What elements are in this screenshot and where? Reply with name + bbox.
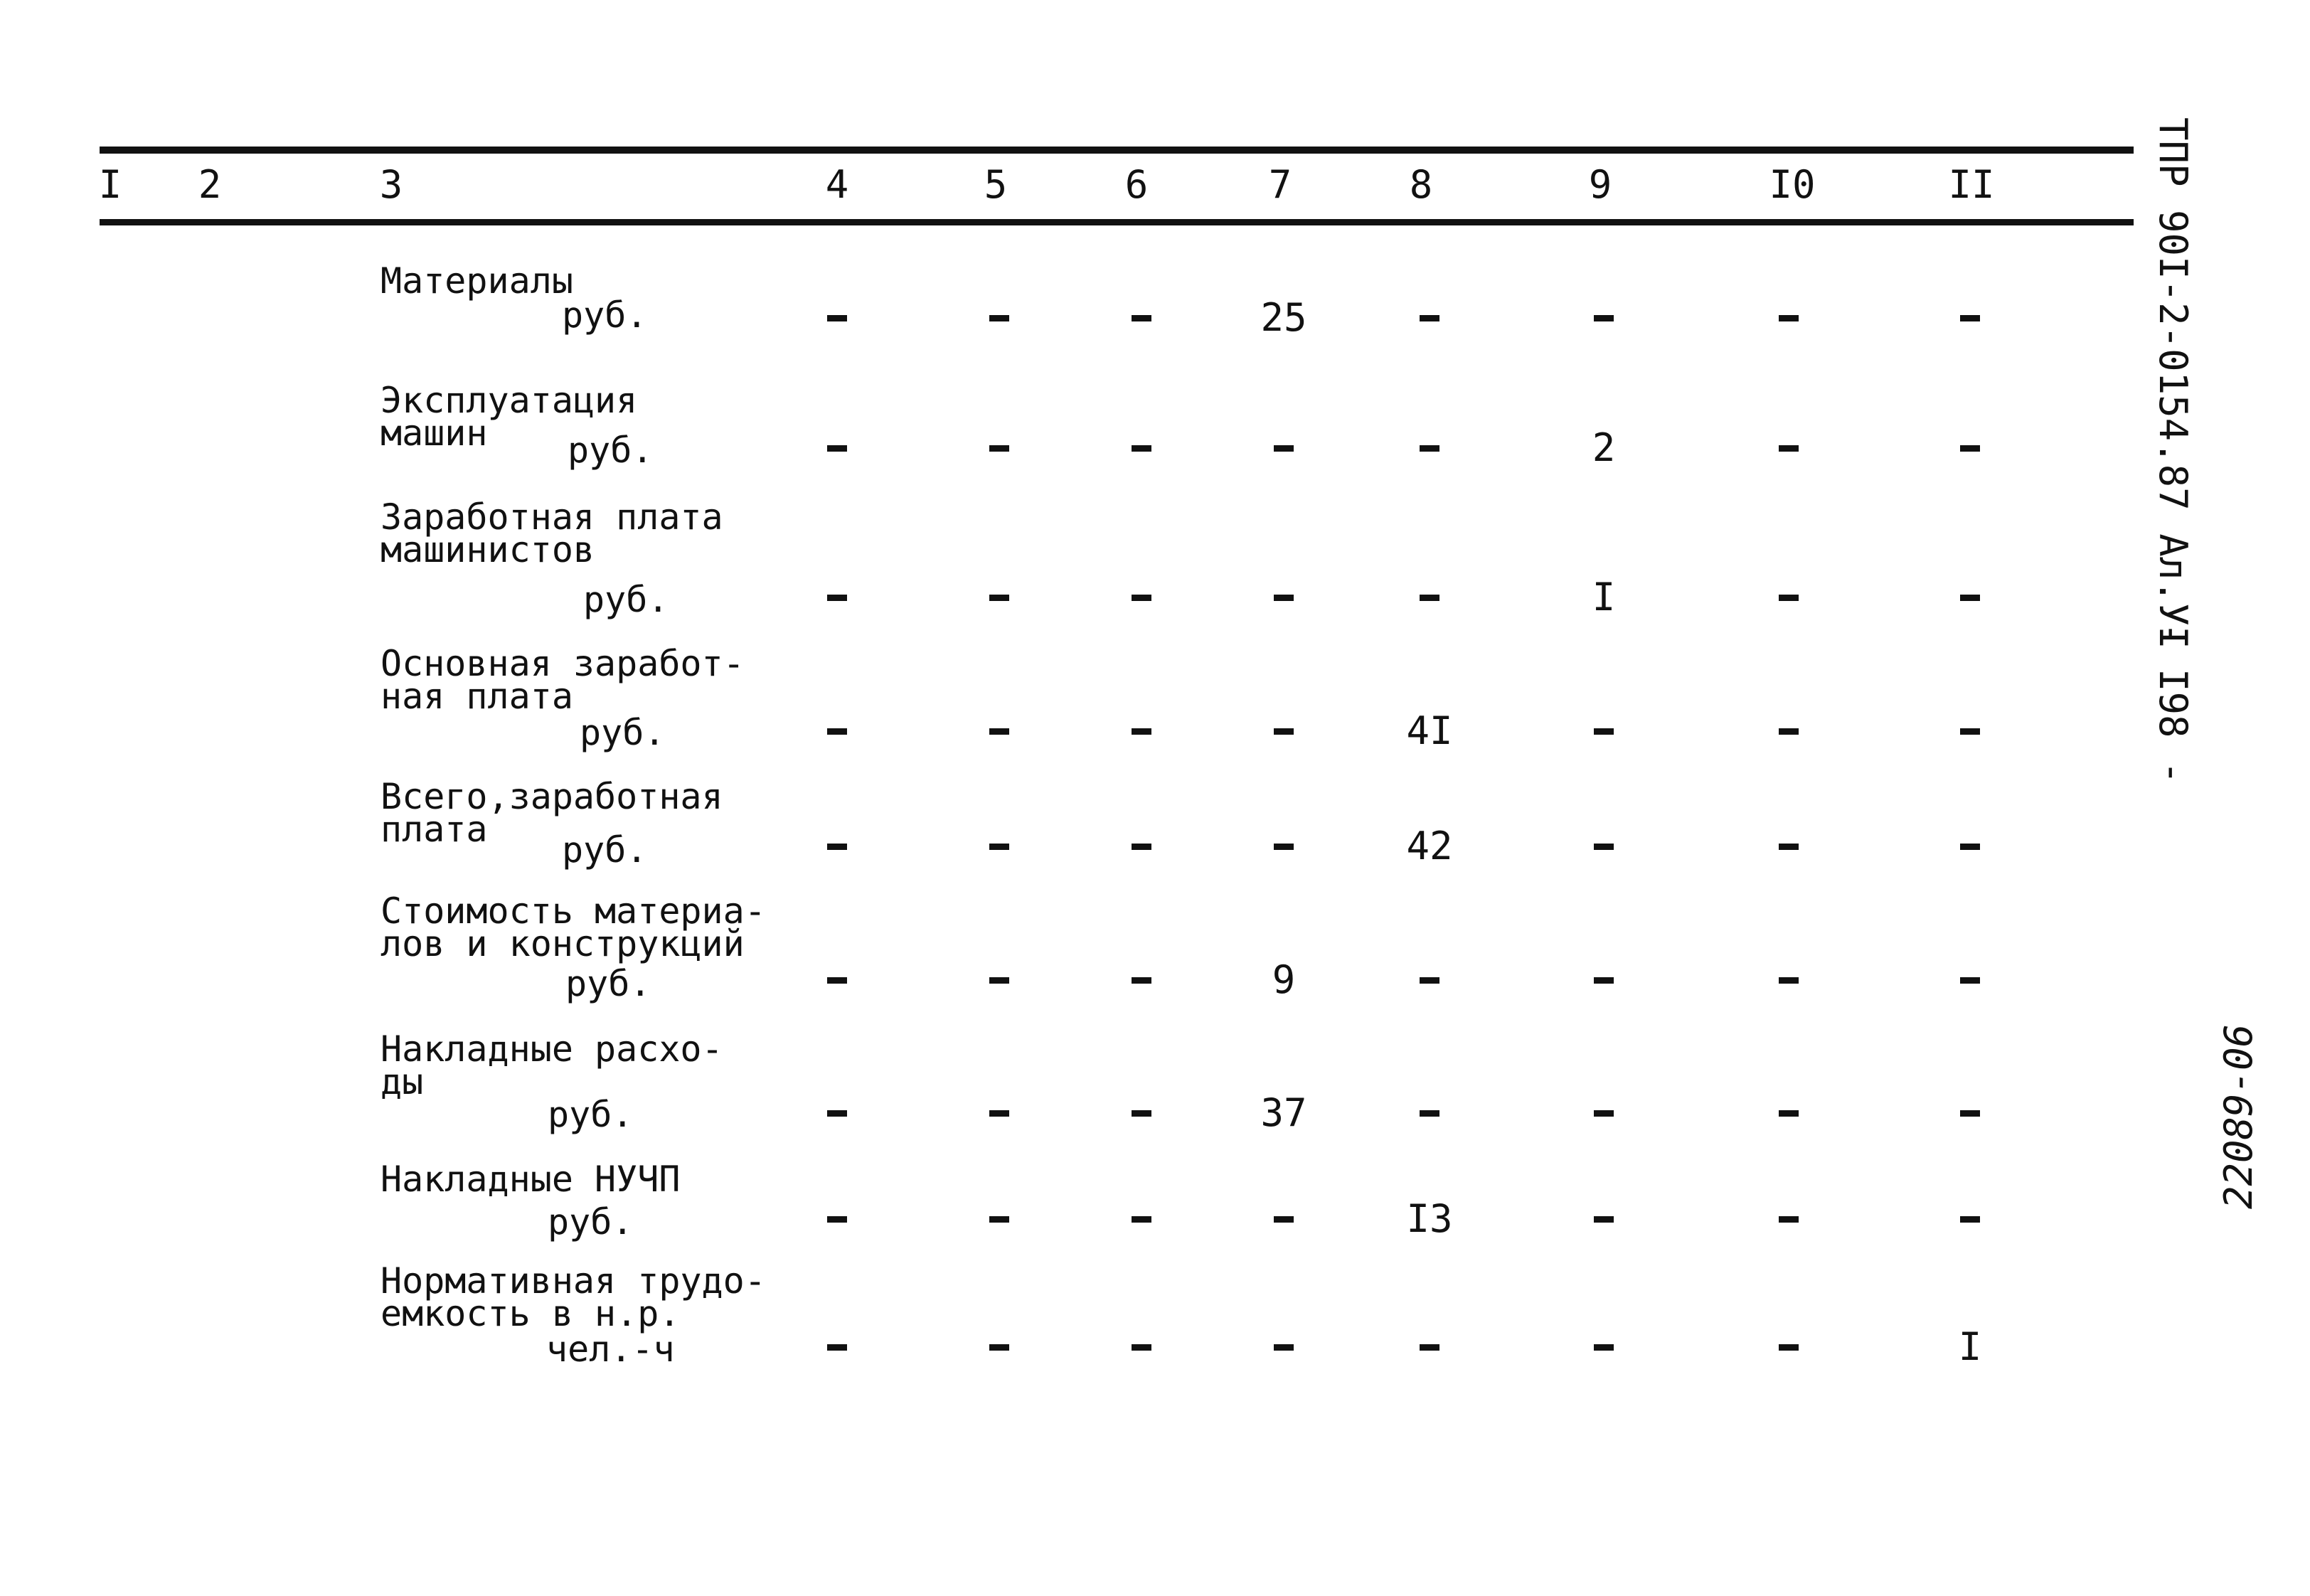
row-unit: руб.	[580, 712, 666, 753]
dash-mark	[1274, 728, 1294, 735]
dash-mark	[989, 1216, 1009, 1223]
dash-mark	[1594, 977, 1614, 984]
dash-mark	[1132, 1344, 1151, 1351]
column-number: 9	[1588, 162, 1612, 207]
dash-mark	[989, 1110, 1009, 1117]
dash-mark	[1594, 1110, 1614, 1117]
value-cell: 2	[1592, 425, 1616, 470]
row-unit: руб.	[568, 430, 654, 471]
dash-mark	[989, 977, 1009, 984]
column-number: II	[1948, 162, 1995, 207]
value-cell: 42	[1406, 824, 1453, 868]
row-label: Нормативная трудо- емкость в н.р.	[380, 1260, 766, 1334]
dash-mark	[827, 595, 847, 601]
row-label: Всего,заработная плата	[380, 776, 723, 850]
dash-mark	[1779, 445, 1799, 452]
archive-number: 22089-06	[2216, 1023, 2261, 1209]
dash-mark	[827, 1344, 847, 1351]
row-unit: руб.	[562, 294, 648, 336]
column-number: 3	[379, 162, 403, 207]
column-number: 7	[1268, 162, 1292, 207]
dash-mark	[1594, 315, 1614, 321]
dash-mark	[1420, 595, 1439, 601]
column-number: 8	[1409, 162, 1433, 207]
row-label: Материалы	[380, 260, 573, 302]
dash-mark	[1420, 315, 1439, 321]
row-unit: руб.	[565, 963, 651, 1004]
dash-mark	[1132, 315, 1151, 321]
value-cell: I	[1592, 575, 1616, 619]
dash-mark	[1779, 977, 1799, 984]
dash-mark	[1779, 844, 1799, 850]
dash-mark	[989, 844, 1009, 850]
row-label: Накладные НУЧП	[380, 1159, 681, 1200]
dash-mark	[1960, 315, 1980, 321]
row-unit: чел.-ч	[546, 1329, 675, 1370]
value-cell: 4I	[1406, 708, 1453, 753]
dash-mark	[1132, 1216, 1151, 1223]
table-header-rule	[100, 219, 2134, 225]
dash-mark	[1274, 1344, 1294, 1351]
column-number: I0	[1769, 162, 1816, 207]
value-cell: 37	[1260, 1090, 1307, 1135]
dash-mark	[1420, 1110, 1439, 1117]
dash-mark	[827, 445, 847, 452]
dash-mark	[1960, 595, 1980, 601]
value-cell: 9	[1272, 957, 1296, 1002]
dash-mark	[1779, 728, 1799, 735]
dash-mark	[1960, 1110, 1980, 1117]
row-label: Заработная плата машинистов	[380, 496, 723, 570]
value-cell: I	[1958, 1324, 1982, 1369]
dash-mark	[1274, 595, 1294, 601]
dash-mark	[1960, 728, 1980, 735]
dash-mark	[827, 1216, 847, 1223]
value-cell: 25	[1260, 295, 1307, 340]
dash-mark	[1132, 595, 1151, 601]
column-number: 5	[984, 162, 1008, 207]
column-number: 6	[1124, 162, 1149, 207]
dash-mark	[1779, 1344, 1799, 1351]
dash-mark	[827, 977, 847, 984]
dash-mark	[1420, 1344, 1439, 1351]
dash-mark	[989, 445, 1009, 452]
dash-mark	[1594, 1216, 1614, 1223]
dash-mark	[1420, 977, 1439, 984]
row-unit: руб.	[583, 579, 669, 620]
dash-mark	[1779, 595, 1799, 601]
dash-mark	[1132, 844, 1151, 850]
value-cell: I3	[1406, 1196, 1453, 1241]
dash-mark	[989, 728, 1009, 735]
page-number: - I98 -	[2151, 622, 2195, 784]
row-unit: руб.	[562, 829, 648, 871]
dash-mark	[1274, 1216, 1294, 1223]
column-number: I	[98, 162, 122, 207]
dash-mark	[1132, 977, 1151, 984]
dash-mark	[1960, 445, 1980, 452]
column-number: 2	[198, 162, 222, 207]
dash-mark	[989, 315, 1009, 321]
dash-mark	[1594, 1344, 1614, 1351]
dash-mark	[1960, 977, 1980, 984]
dash-mark	[989, 595, 1009, 601]
dash-mark	[1132, 1110, 1151, 1117]
dash-mark	[1420, 445, 1439, 452]
dash-mark	[827, 1110, 847, 1117]
dash-mark	[827, 844, 847, 850]
dash-mark	[1594, 728, 1614, 735]
dash-mark	[827, 315, 847, 321]
dash-mark	[1132, 445, 1151, 452]
dash-mark	[1779, 1216, 1799, 1223]
row-label: Накладные расхо- ды	[380, 1028, 723, 1102]
dash-mark	[1960, 844, 1980, 850]
dash-mark	[1274, 445, 1294, 452]
dash-mark	[1594, 844, 1614, 850]
dash-mark	[989, 1344, 1009, 1351]
table-top-rule	[100, 147, 2134, 154]
dash-mark	[827, 728, 847, 735]
dash-mark	[1960, 1216, 1980, 1223]
row-unit: руб.	[548, 1094, 634, 1135]
row-label: Эксплуатация машин	[380, 380, 638, 454]
dash-mark	[1779, 315, 1799, 321]
document-code: ТПР 90I-2-0154.87 Ал.УI	[2151, 117, 2195, 649]
dash-mark	[1274, 844, 1294, 850]
dash-mark	[1132, 728, 1151, 735]
column-number: 4	[825, 162, 849, 207]
row-unit: руб.	[548, 1201, 634, 1243]
row-label: Основная заработ- ная плата	[380, 643, 745, 717]
row-label: Стоимость материа- лов и конструкций	[380, 890, 766, 964]
dash-mark	[1779, 1110, 1799, 1117]
